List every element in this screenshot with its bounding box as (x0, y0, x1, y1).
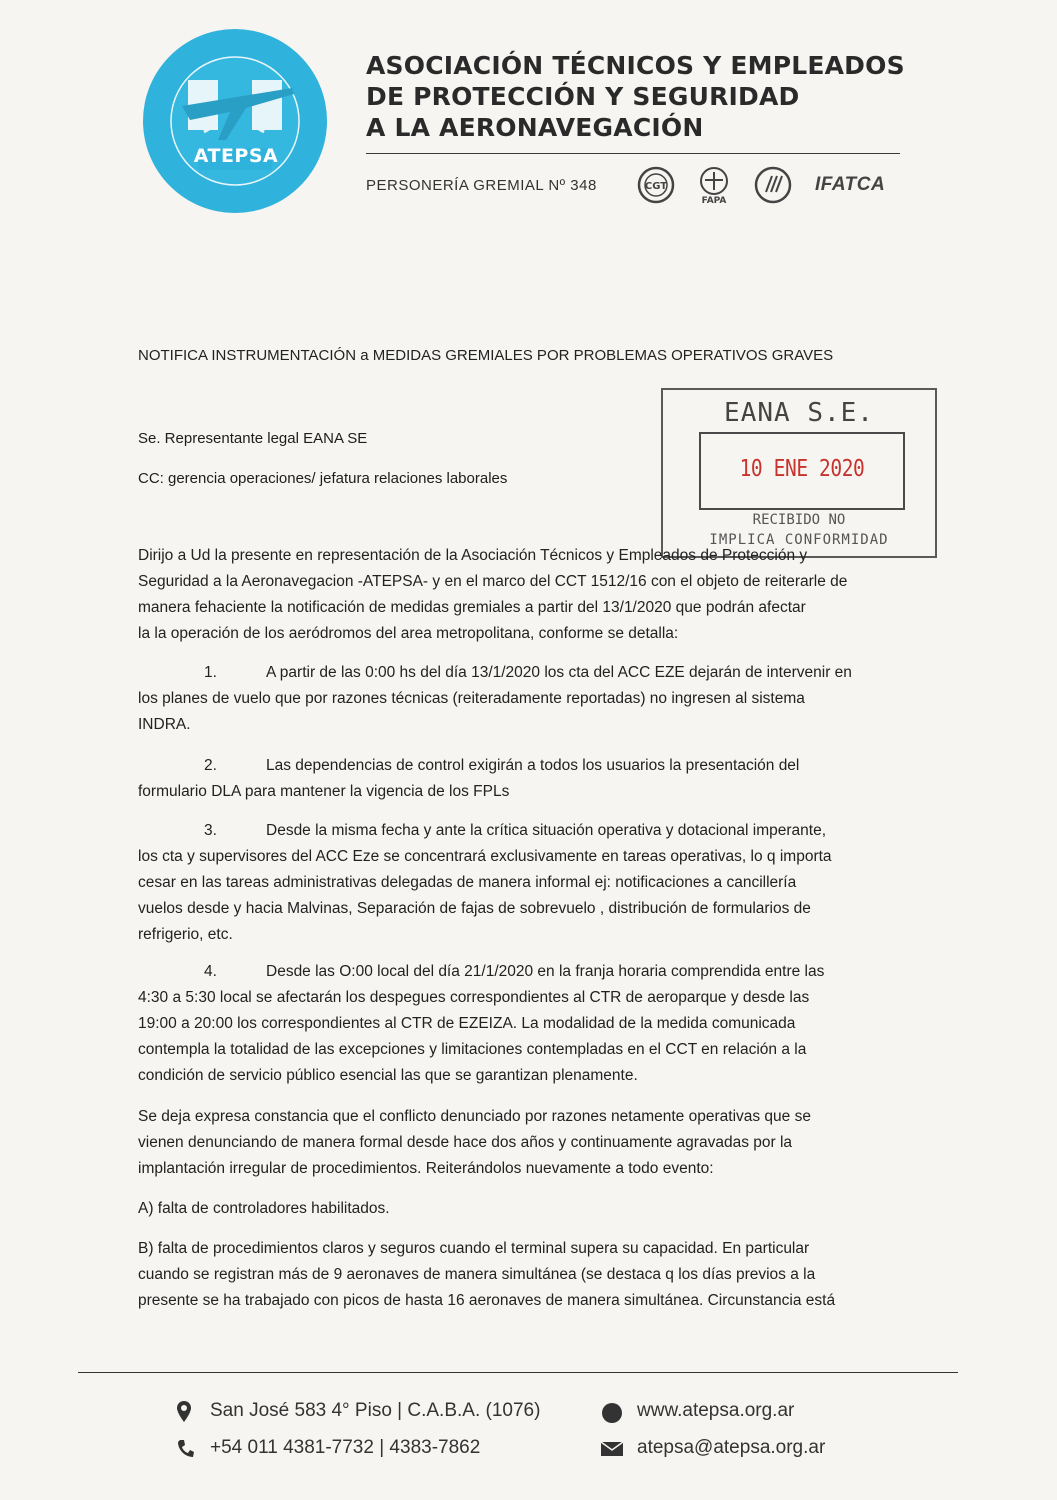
cgt-logo (637, 166, 675, 204)
point-a-text: A) falta de controladores habilitados. (138, 1200, 390, 1217)
footer-phone: +54 011 4381-7732 | 4383-7862 (210, 1437, 481, 1458)
item-text: Desde la misma fecha y ante la crítica situación operativa y dotacional imperante, (266, 822, 827, 839)
item-line: cesar en las tareas administrativas delegadas de manera informal ej: notificaciones a cancillería (138, 874, 797, 891)
fapa-logo (695, 166, 733, 204)
intro-line: Dirijo a Ud la presente en representación de la Asociación Técnicos y Empleados de Protección y (138, 547, 808, 564)
organization-name (366, 50, 905, 143)
email-icon (600, 1441, 624, 1457)
item-line: los cta y supervisores del ACC Eze se concentrará exclusivamente en tareas operativas, lo q importa (138, 848, 832, 865)
intro-line: la la operación de los aeródromos del area metropolitana, conforme se detalla: (138, 625, 679, 642)
point-b (138, 1236, 928, 1314)
item-text: A partir de las 0:00 hs del día 13/1/2020 los cta del ACC EZE dejarán de intervenir en (266, 664, 852, 681)
item-line: 19:00 a 20:00 los correspondientes al CTR de EZEIZA. La modalidad de la medida comunicada (138, 1015, 796, 1032)
item-line: contempla la totalidad de las excepciones y limitaciones contempladas en el CCT en relación a la (138, 1041, 807, 1058)
footer-divider (78, 1372, 958, 1373)
org-name-line-3: A LA AERONAVEGACIÓN (366, 113, 704, 142)
stamp-note-line-2: IMPLICA CONFORMIDAD (709, 532, 889, 548)
svg-text:FAPA: FAPA (701, 196, 727, 204)
svg-text:CGT: CGT (644, 181, 668, 192)
item-line: condición de servicio público esencial las que se garantizan plenamente. (138, 1067, 638, 1084)
constancia-line: implantación irregular de procedimientos. Reiterándolos nuevamente a todo evento: (138, 1160, 714, 1177)
item-line: formulario DLA para mantener la vigencia de los FPLs (138, 783, 510, 800)
point-b-line: B) falta de procedimientos claros y seguros cuando el terminal supera su capacidad. En particular (138, 1240, 810, 1257)
itf-logo (754, 166, 792, 204)
item-line: refrigerio, etc. (138, 926, 233, 943)
intro-line: Seguridad a la Aeronavegacion -ATEPSA- y en el marco del CCT 1512/16 con el objeto de reiterarle de (138, 573, 848, 590)
org-name-line-1: ASOCIACIÓN TÉCNICOS Y EMPLEADOS (366, 51, 905, 80)
constancia-paragraph (138, 1104, 928, 1182)
intro-line: manera fehaciente la notificación de medidas gremiales a partir del 13/1/2020 que podrán afectar (138, 599, 806, 616)
item-text: Desde las O:00 local del día 21/1/2020 en la franja horaria comprendida entre las (266, 963, 825, 980)
intro-paragraph (138, 543, 928, 647)
measure-item-4 (138, 959, 928, 1089)
org-name-line-2: DE PROTECCIÓN Y SEGURIDAD (366, 82, 800, 111)
atepsa-logo (142, 28, 328, 214)
constancia-line: Se deja expresa constancia que el conflicto denunciado por razones netamente operativas que se (138, 1108, 811, 1125)
point-b-line: cuando se registran más de 9 aeronaves de manera simultánea (se destaca q los días previos a la (138, 1266, 816, 1283)
header-divider (366, 153, 900, 154)
received-stamp (661, 388, 937, 558)
footer-email[interactable]: atepsa@atepsa.org.ar (637, 1437, 826, 1458)
item-number: 3. (204, 822, 217, 839)
constancia-line: vienen denunciando de manera formal desde hace dos años y continuamente agravadas por la (138, 1134, 793, 1151)
footer-website[interactable]: www.atepsa.org.ar (637, 1400, 795, 1421)
item-number: 2. (204, 757, 217, 774)
measure-item-1 (138, 660, 928, 738)
item-number: 1. (204, 664, 217, 681)
phone-icon (176, 1438, 194, 1460)
item-text: Las dependencias de control exigirán a todos los usuarios la presentación del (266, 757, 800, 774)
item-line: 4:30 a 5:30 local se afectarán los despegues correspondientes al CTR de aeroparque y desde las (138, 989, 810, 1006)
logo-wordmark: ATEPSA (193, 145, 279, 167)
stamp-date-box (699, 432, 905, 510)
item-line: INDRA. (138, 716, 191, 733)
point-a (138, 1196, 928, 1222)
globe-icon (601, 1402, 623, 1424)
recipient-line: Se. Representante legal EANA SE (138, 430, 368, 447)
stamp-title: EANA S.E. (724, 398, 874, 428)
item-line: los planes de vuelo que por razones técnicas (reiteradamente reportadas) no ingresen al sistema (138, 690, 805, 707)
stamp-date: 10 ENE 2020 (739, 456, 865, 482)
item-number: 4. (204, 963, 217, 980)
point-b-line: presente se ha trabajado con picos de hasta 16 aeronaves de manera simultánea. Circunstancia está (138, 1292, 836, 1309)
measure-item-2 (138, 753, 928, 805)
cc-line: CC: gerencia operaciones/ jefatura relaciones laborales (138, 470, 508, 487)
stamp-note-line-1: RECIBIDO NO (752, 512, 846, 528)
subject-line: NOTIFICA INSTRUMENTACIÓN a MEDIDAS GREMIALES POR PROBLEMAS OPERATIVOS GRAVES (138, 347, 834, 364)
ifatca-logo: IFATCA (815, 174, 886, 195)
footer-address: San José 583 4° Piso | C.A.B.A. (1076) (210, 1400, 541, 1421)
location-pin-icon (176, 1400, 192, 1424)
personeria-gremial: PERSONERÍA GREMIAL Nº 348 (366, 177, 597, 194)
item-line: vuelos desde y hacia Malvinas, Separación de fajas de sobrevuelo , distribución de formularios de (138, 900, 811, 917)
measure-item-3 (138, 818, 928, 948)
